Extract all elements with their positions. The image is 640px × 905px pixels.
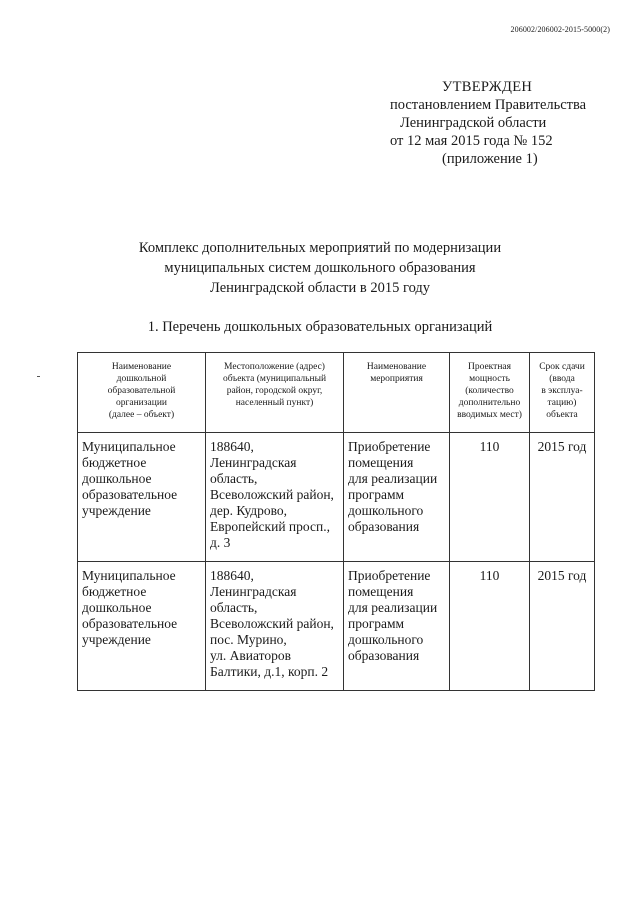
cell-deadline: 2015 год xyxy=(530,433,595,562)
header-name: Наименование дошкольной образовательной организации (далее – объект) xyxy=(78,353,206,433)
cell-measure: Приобретение помещения для реализации программ дошкольного образования xyxy=(344,433,450,562)
approval-line: Ленинградской области xyxy=(400,115,547,131)
title-line: Комплекс дополнительных мероприятий по модернизации xyxy=(138,240,502,256)
approval-stamp xyxy=(390,78,620,168)
approval-line: постановлением Правительства xyxy=(390,97,587,113)
document-title xyxy=(0,238,640,298)
approval-line: (приложение 1) xyxy=(442,151,538,167)
document-id: 206002/206002-2015-5000(2) xyxy=(510,25,610,34)
organizations-table xyxy=(77,352,595,691)
title-line: муниципальных систем дошкольного образования xyxy=(164,260,476,276)
header-measure: Наименование мероприятия xyxy=(344,353,450,433)
approval-line: от 12 мая 2015 года № 152 xyxy=(390,133,553,149)
section-title: 1. Перечень дошкольных образовательных организаций xyxy=(147,319,493,335)
cell-deadline: 2015 год xyxy=(530,562,595,691)
table-header-row xyxy=(78,353,595,433)
title-line: Ленинградской области в 2015 году xyxy=(209,280,431,296)
cell-name: Муниципальное бюджетное дошкольное образовательное учреждение xyxy=(78,433,206,562)
cell-name: Муниципальное бюджетное дошкольное образовательное учреждение xyxy=(78,562,206,691)
cell-capacity: 110 xyxy=(450,562,530,691)
approval-heading: УТВЕРЖДЕН xyxy=(442,79,533,95)
scan-speck xyxy=(37,376,40,377)
cell-capacity: 110 xyxy=(450,433,530,562)
header-address: Местоположение (адрес) объекта (муниципальный район, городской округ, населенный пункт) xyxy=(206,353,344,433)
table-row xyxy=(78,562,595,691)
header-deadline: Срок сдачи (ввода в эксплуа- тацию) объекта xyxy=(530,353,595,433)
table-row xyxy=(78,433,595,562)
cell-address: 188640, Ленинградская область, Всеволожский район, пос. Мурино, ул. Авиаторов Балтики, д.1, корп. 2 xyxy=(206,562,344,691)
cell-address: 188640, Ленинградская область, Всеволожский район, дер. Кудрово, Европейский просп., д. 3 xyxy=(206,433,344,562)
header-capacity: Проектная мощность (количество дополнительно вводимых мест) xyxy=(450,353,530,433)
cell-measure: Приобретение помещения для реализации программ дошкольного образования xyxy=(344,562,450,691)
